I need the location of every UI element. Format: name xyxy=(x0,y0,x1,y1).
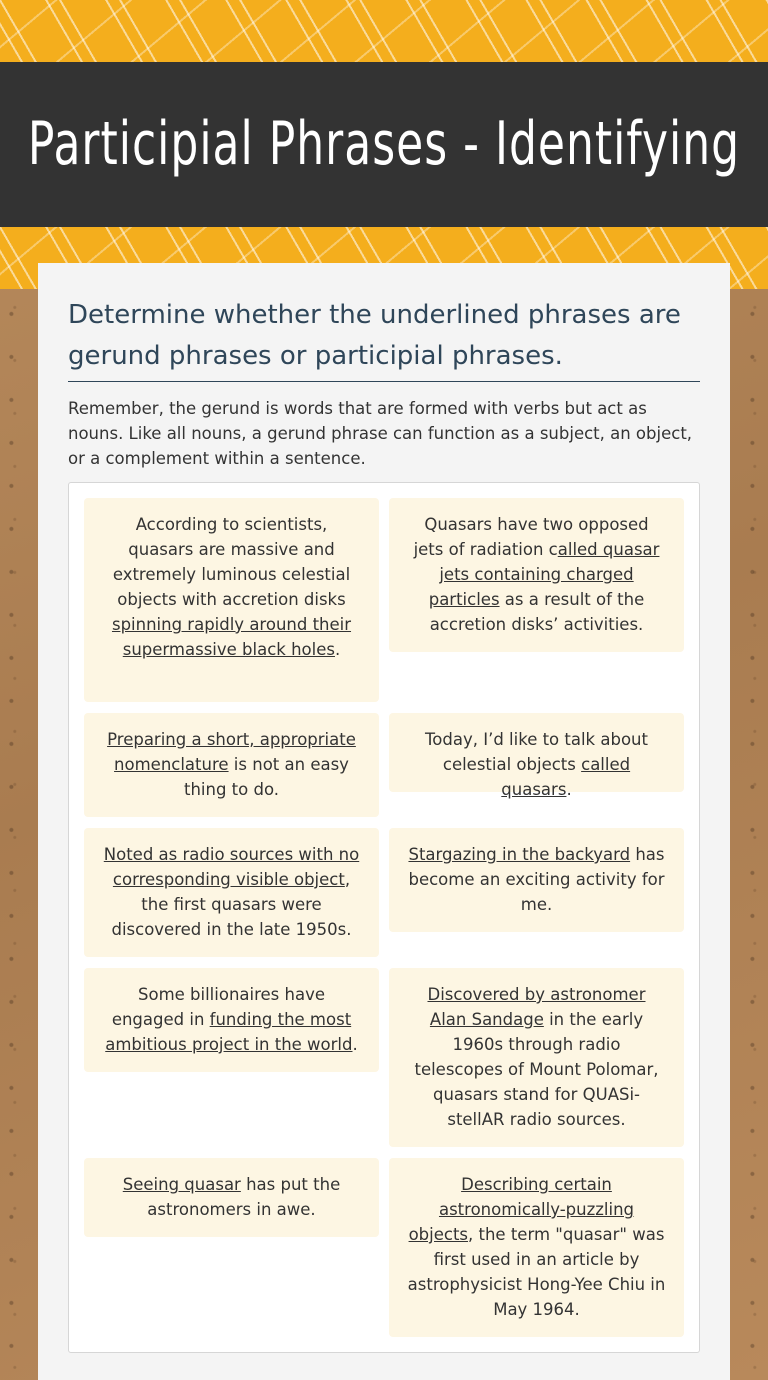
question-text: in the early 1960s through radio telescopes of Mount Polomar, quasars stand for QUASi-stellAR radio sources. xyxy=(414,1010,659,1129)
question-card-7 xyxy=(84,968,379,1072)
underlined-phrase: called quasars xyxy=(501,755,631,799)
page-title: Participial Phrases - Identifying xyxy=(27,110,741,179)
question-card-9 xyxy=(84,1158,379,1237)
question-text: According to scientists, quasars are massive and extremely luminous celestial objects with accretion disks xyxy=(112,515,351,609)
underlined-phrase: Stargazing in the backyard xyxy=(408,845,631,864)
questions-grid xyxy=(68,482,700,1353)
question-text: , the first quasars were discovered in the late 1950s. xyxy=(111,870,352,939)
underlined-phrase: alled quasar jets containing charged particles xyxy=(428,540,660,609)
question-card-8 xyxy=(389,968,684,1147)
underlined-phrase: Preparing a short, appropriate nomenclature xyxy=(107,730,356,774)
question-text: . xyxy=(566,780,572,799)
question-text: has put the astronomers in awe. xyxy=(147,1175,341,1219)
underlined-phrase: spinning rapidly around their supermassive black holes xyxy=(111,615,352,659)
underlined-phrase: Seeing quasar xyxy=(122,1175,241,1194)
question-text: . xyxy=(352,1035,358,1054)
question-text: has become an exciting activity for me. xyxy=(408,845,665,914)
question-card-3 xyxy=(84,713,379,817)
question-text: as a result of the accretion disks’ activities. xyxy=(429,590,645,634)
question-text: Quasars have two opposed jets of radiation c xyxy=(413,515,649,559)
question-text: Today, I’d like to talk about celestial objects xyxy=(425,730,648,774)
instructions-heading: Determine whether the underlined phrases are gerund phrases or participial phrases. xyxy=(68,295,700,382)
title-bar xyxy=(0,62,768,227)
question-card-1 xyxy=(84,498,379,702)
question-text: , the term "quasar" was first used in an article by astrophysicist Hong-Yee Chiu in May 1964. xyxy=(407,1225,666,1319)
intro-paragraph: Remember, the gerund is words that are formed with verbs but act as nouns. Like all nouns, a gerund phrase can function as a subject, an object, or a complement within a sentence. xyxy=(68,399,693,468)
underlined-phrase: Noted as radio sources with no corresponding visible object xyxy=(103,845,360,889)
question-text: . xyxy=(334,640,341,659)
underlined-phrase: Describing certain astronomically-puzzling objects xyxy=(408,1175,635,1244)
decorative-banner-top xyxy=(0,0,768,62)
question-card-6 xyxy=(389,828,684,932)
question-card-2 xyxy=(389,498,684,652)
question-card-10 xyxy=(389,1158,684,1337)
underlined-phrase: Discovered by astronomer Alan Sandage xyxy=(427,985,646,1029)
question-text: Some billionaires have engaged in xyxy=(111,985,325,1029)
question-card-4 xyxy=(389,713,684,799)
underlined-phrase: funding the most ambitious project in the world xyxy=(105,1010,353,1054)
question-text: is not an easy thing to do. xyxy=(183,755,349,799)
question-card-5 xyxy=(84,828,379,957)
